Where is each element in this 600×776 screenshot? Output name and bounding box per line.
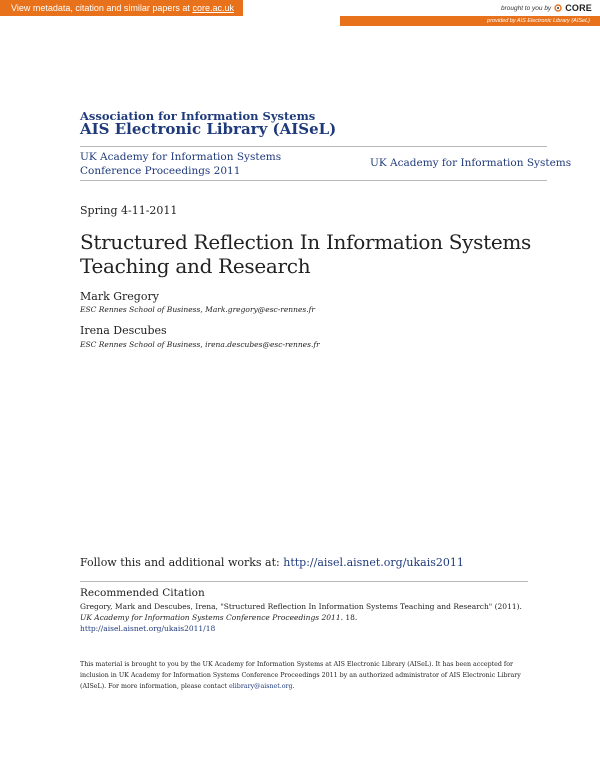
divider-top (80, 146, 547, 147)
recommended-citation-text (80, 601, 525, 634)
core-logo-text[interactable]: CORE (565, 3, 592, 13)
follow-label: Follow this and additional works at: (80, 556, 284, 569)
paper-title: Structured Reflection In Information Systems Teaching and Research (80, 230, 531, 278)
publication-date: Spring 4-11-2011 (80, 204, 178, 217)
core-provided-by: provided by AIS Electronic Library (AISeL) (340, 16, 600, 26)
association-name[interactable]: Association for Information Systems (80, 109, 316, 123)
divider-bottom (80, 180, 547, 181)
core-logo-icon (554, 4, 562, 12)
core-view-metadata-link[interactable] (0, 0, 243, 16)
core-banner (0, 0, 600, 26)
author-name: Irena Descubes (80, 324, 167, 337)
citation-proceedings: UK Academy for Information Systems Conference Proceedings 2011 (80, 613, 341, 622)
citation-url-link[interactable]: http://aisel.aisnet.org/ukais2011/18 (80, 624, 216, 633)
library-name[interactable]: AIS Electronic Library (AISeL) (80, 120, 337, 138)
citation-plain: Gregory, Mark and Descubes, Irena, "Structured Reflection In Information Systems Teaching and Research" (2011). (80, 602, 522, 611)
citation-tail: . 18. (340, 613, 358, 622)
contact-email-link[interactable]: elibrary@aisnet.org (229, 683, 293, 690)
recommended-citation-heading: Recommended Citation (80, 587, 205, 599)
collection-link-proceedings[interactable]: UK Academy for Information Systems Conference Proceedings 2011 (80, 151, 282, 177)
follow-line (80, 556, 464, 569)
core-ac-uk-link[interactable]: core.ac.uk (192, 3, 234, 13)
divider-citation (80, 581, 528, 582)
notice-end: . (292, 683, 295, 690)
core-view-text: View metadata, citation and similar papers at (11, 3, 193, 13)
follow-url-link[interactable]: http://aisel.aisnet.org/ukais2011 (283, 556, 464, 569)
author-affiliation: ESC Rennes School of Business, Mark.gregory@esc-rennes.fr (80, 305, 316, 314)
core-brought-by (501, 3, 592, 13)
inclusion-notice (80, 659, 525, 692)
author-affiliation: ESC Rennes School of Business, irena.descubes@esc-rennes.fr (80, 340, 320, 349)
notice-text: This material is brought to you by the UK Academy for Information Systems at AIS Electronic Library (AISeL). It has been accepted for inclusion in UK Academy for Information Systems Conference Proceedings 2011 by an authorized administrator of AIS Electronic Library (AISeL). For more information, please contact (80, 661, 521, 690)
collection-link-ukais[interactable]: UK Academy for Information Systems (370, 157, 572, 169)
brought-to-you-text: brought to you by (500, 4, 552, 12)
author-name: Mark Gregory (80, 290, 159, 303)
